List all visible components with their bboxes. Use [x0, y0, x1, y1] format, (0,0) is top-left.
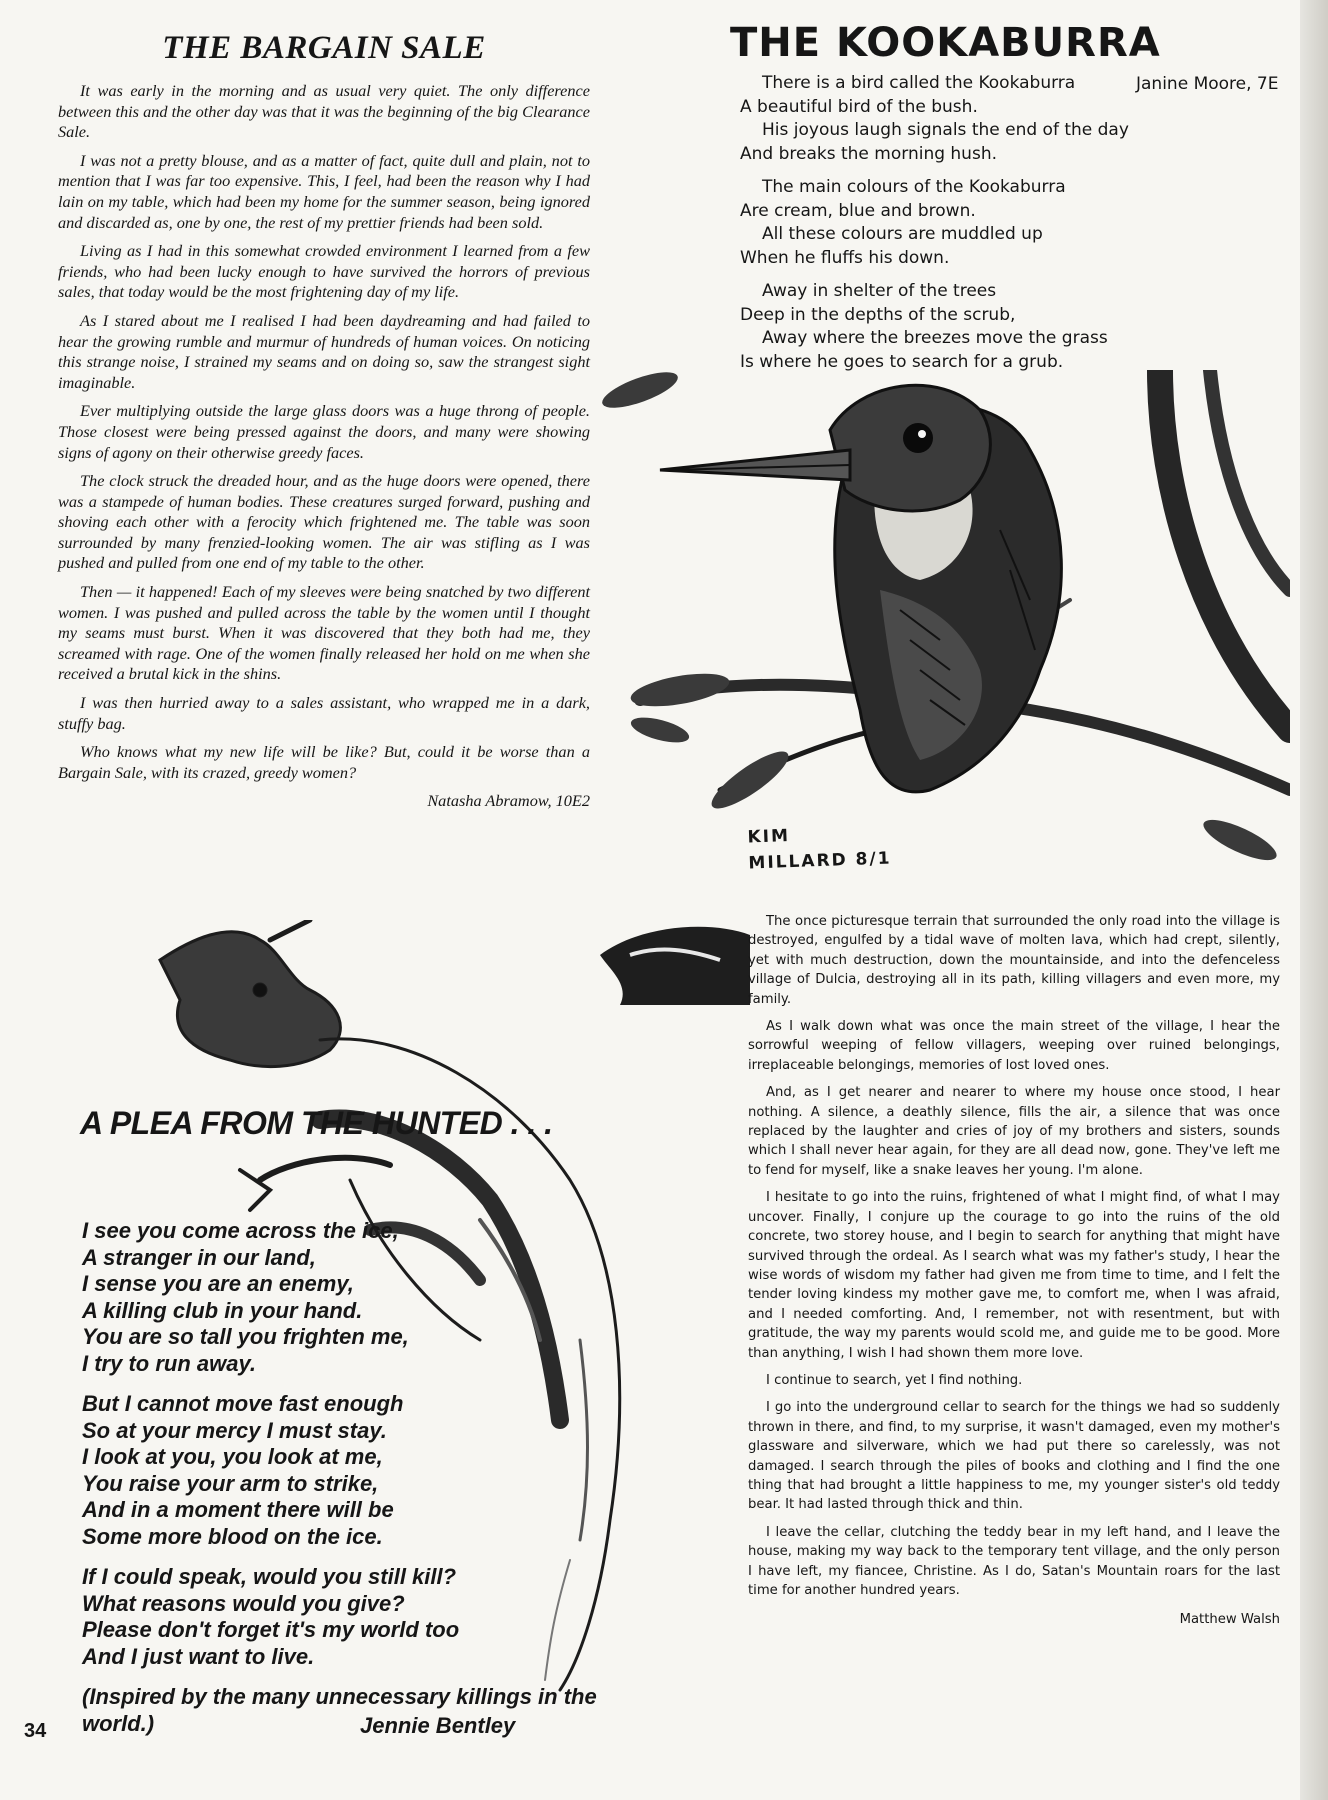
poem-line: His joyous laugh signals the end of the day — [762, 120, 1129, 140]
poem-line: Is where he goes to search for a grub. — [740, 351, 1064, 372]
poem-line: I look at you, you look at me, — [82, 1444, 383, 1469]
plea-author: Jennie Bentley — [360, 1713, 516, 1738]
poem-stanza — [740, 176, 1160, 270]
bargain-paragraph: Who knows what my new life will be like? But, could it be worse than a Bargain Sale, with its crazed, greedy women? — [58, 742, 590, 782]
bargain-paragraph: It was early in the morning and as usual very quiet. The only difference between this and the other day was that it was the beginning of the big Clearance Sale. — [58, 81, 590, 142]
bargain-paragraph: Ever multiplying outside the large glass doors was a huge throng of people. Those closest were being pressed against the doors, and many were showing signs of agony on their otherwise greedy faces. — [58, 401, 590, 462]
plea-title: A PLEA FROM THE HUNTED . . . — [80, 1105, 553, 1141]
bargain-paragraph: Living as I had in this somewhat crowded environment I learned from a few friends, who had been lucky enough to have survived the horrors of previous sales, that today would be the most frightening day of my life. — [58, 241, 590, 302]
bargain-paragraph: I was then hurried away to a sales assistant, who wrapped me in a dark, stuffy bag. — [58, 693, 590, 733]
plea-poem — [82, 1218, 642, 1737]
poem-line: Are cream, blue and brown. — [740, 200, 976, 221]
poem-line: You raise your arm to strike, — [82, 1470, 379, 1496]
poem-line: I see you come across the ice, — [82, 1218, 399, 1243]
kookaburra-poem — [740, 72, 1160, 384]
plea-note: (Inspired by the many unnecessary killings in the world.) — [82, 1684, 597, 1736]
poem-line: If I could speak, would you still kill? — [82, 1564, 457, 1589]
poem-line: Deep in the depths of the scrub, — [740, 304, 1016, 325]
tree-trunk — [1160, 370, 1290, 730]
poem-line: And in a moment there will be — [82, 1497, 394, 1522]
bargain-paragraph: I was not a pretty blouse, and as a matter of fact, quite dull and plain, not to mention that I was far too expensive. This, I feel, had been the reason why I had lain on my table, which had been my home for the summer season, being ignored and discarded as, one by one, the rest of my prettier friends had been sold. — [58, 150, 590, 232]
story-paragraph: I go into the underground cellar to search for the things we had so suddenly thrown in there, and find, to my surprise, it wasn't damaged, even my mother's glassware and silverware, which we had put there so carelessly, was not damaged. I search through the piles of books and clothing and I find the one thing that had brought a little happiness to me, my younger sister's old teddy bear. It had lasted through thick and thin. — [748, 1400, 1280, 1513]
story-author: Matthew Walsh — [1179, 1612, 1280, 1628]
poem-line: And I just want to live. — [82, 1643, 315, 1669]
poem-stanza — [740, 72, 1160, 166]
kookaburra-author: Janine Moore, 7E — [1136, 74, 1279, 94]
bargain-sale-title: THE BARGAIN SALE — [162, 30, 486, 66]
poem-line: When he fluffs his down. — [740, 247, 950, 268]
artist-name-line: KIM — [747, 826, 791, 848]
poem-line: Some more blood on the ice. — [82, 1523, 383, 1549]
sketch-signature — [747, 820, 892, 877]
story-paragraph: I leave the cellar, clutching the teddy bear in my left hand, and I leave the house, making my way back to the temporary tent village, and the only person I have left, my fiancee, Christine. As I do, Satan's Mountain roars for the last time for another hundred years. — [748, 1524, 1280, 1598]
page-number: 34 — [24, 1720, 47, 1742]
page-edge — [1300, 0, 1328, 1800]
bird-figure — [660, 385, 1061, 792]
story-article — [748, 912, 1280, 1630]
bargain-sale-article — [58, 30, 590, 812]
bargain-paragraph: As I stared about me I realised I had been daydreaming and had failed to hear the growing rumble and murmur of hundreds of human voices. On noticing this strange noise, I strained my seams and on doing so, saw the strangest sight imaginable. — [58, 310, 590, 392]
poem-line: A beautiful bird of the bush. — [740, 96, 978, 117]
kookaburra-sketch — [600, 370, 1290, 910]
poem-line: Please don't forget it's my world too — [82, 1617, 460, 1642]
poem-line: A killing club in your hand. — [82, 1297, 363, 1323]
story-paragraph: And, as I get nearer and nearer to where my house once stood, I hear nothing. A silence, a deathly silence, fills the air, a silence that was once replaced by the laughter and cries of joy of my brothers and sisters, sounds which I shall never hear again, for they are all dead now, gone. They've left me to fend for myself, like a snake leaves her young. I'm alone. — [748, 1085, 1280, 1178]
poem-line: There is a bird called the Kookaburra — [762, 73, 1076, 93]
poem-line: And breaks the morning hush. — [740, 143, 997, 164]
poem-line: A stranger in our land, — [82, 1244, 316, 1270]
poem-line: The main colours of the Kookaburra — [762, 177, 1066, 197]
poem-line: Away in shelter of the trees — [762, 281, 997, 301]
poem-stanza — [82, 1391, 642, 1550]
bargain-paragraph: Then — it happened! Each of my sleeves were being snatched by two different women. I was pushed and pulled across the table by the women until I thought my seams must burst. When it was discovered that they both had me, they screamed with rage. One of the women finally released her hold on me when she received a brutal kick in the shins. — [58, 582, 590, 684]
poem-line: So at your mercy I must stay. — [82, 1417, 387, 1443]
poem-stanza — [82, 1564, 642, 1670]
kookaburra-title: THE KOOKABURRA — [730, 20, 1161, 66]
story-paragraph: The once picturesque terrain that surrounded the only road into the village is destroyed, engulfed by a tidal wave of molten lava, which had crept, silently, yet with much destruction, down the mountainside, and into the defenceless village of Dulcia, destroying all in its path, killing villagers and even more, my family. — [748, 914, 1280, 1007]
artist-name-line: MILLARD 8/1 — [748, 848, 892, 874]
story-paragraph: I hesitate to go into the ruins, frightened of what I might find, of what I may uncover. Finally, I conjure up the courage to go into the ruins of the old concrete, two storey house, and I begin to search for anything that might have survived through the ordeal. As I search what was my father's study, I hear the wise words of wisdom my father had given me from time to time, and I felt the tender loving kindess my mother gave me, to comfort me, when I was afraid, and I needed comforting. And, I remember, not with resentment, but with gratitude, the way my parents would scold me, and guide me to be good. More than anything, I wish I had shown them more love. — [748, 1190, 1280, 1361]
bargain-author: Natasha Abramow, 10E2 — [427, 791, 590, 811]
poem-line: I sense you are an enemy, — [82, 1271, 354, 1296]
bargain-paragraph: The clock struck the dreaded hour, and as the huge doors were opened, there was a stampede of human bodies. These creatures surged forward, pushing and shoving each other with a ferocity which frightened me. The table was soon surrounded by many frenzied-looking women. The air was stifling as I was pushed and pulled from one end of my table to the other. — [58, 471, 590, 573]
poem-stanza — [82, 1218, 642, 1377]
story-paragraph: As I walk down what was once the main street of the village, I hear the sorrowful weeping of fellow villagers, weeping over ruined belongings, irreplaceable belongings, memories of lost loved ones. — [748, 1019, 1280, 1073]
poem-line: What reasons would you give? — [82, 1590, 405, 1616]
story-paragraph: I continue to search, yet I find nothing. — [766, 1372, 1023, 1388]
poem-line: I try to run away. — [82, 1350, 257, 1376]
poem-line: All these colours are muddled up — [762, 224, 1043, 244]
poem-line: But I cannot move fast enough — [82, 1391, 404, 1416]
poem-line: Away where the breezes move the grass — [762, 328, 1108, 348]
poem-stanza — [740, 280, 1160, 374]
poem-line: You are so tall you frighten me, — [82, 1324, 409, 1349]
